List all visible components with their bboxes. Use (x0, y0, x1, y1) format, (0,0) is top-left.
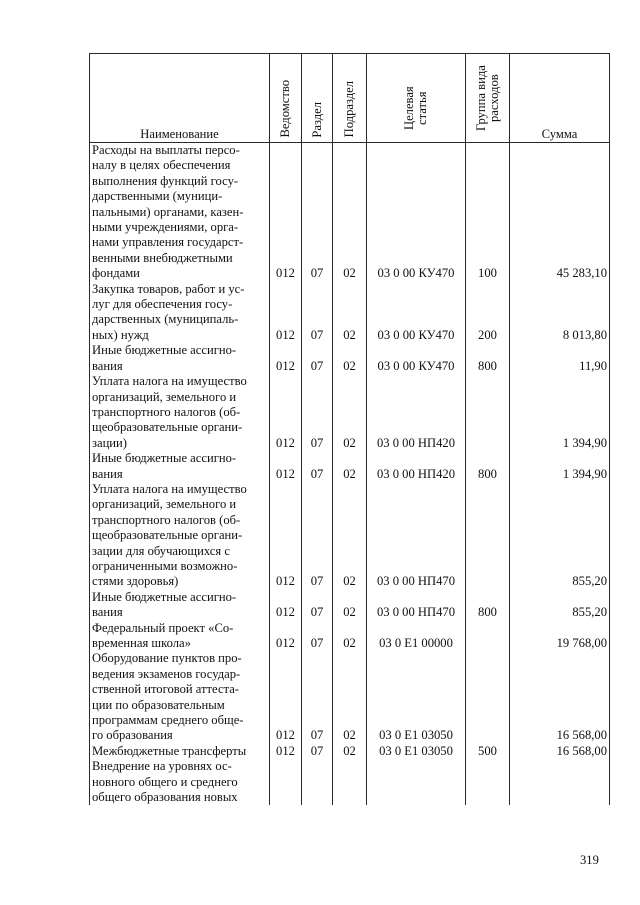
cell-tselevaya-statya: 03 0 00 НП470 (367, 482, 466, 590)
name-line: общего образования новых (92, 790, 238, 805)
name-line: ограниченными возможно- (92, 558, 238, 573)
cell-vedomstvo: 012 (270, 282, 302, 344)
name-line: программам среднего обще- (92, 713, 244, 728)
cell-name (90, 744, 270, 759)
cell-razdel: 07 (302, 651, 333, 743)
cell-podrazdel: 02 (333, 451, 367, 482)
cell-name (90, 282, 270, 344)
name-line: Уплата налога на имущество (92, 481, 247, 496)
name-line: транспортного налогов (об- (92, 404, 241, 419)
name-line: организаций, земельного и (92, 497, 237, 512)
cell-podrazdel: 02 (333, 482, 367, 590)
table-row (90, 759, 610, 805)
cell-podrazdel: 02 (333, 374, 367, 451)
header-summa: Сумма (510, 54, 610, 143)
cell-tselevaya-statya: 03 0 00 НП470 (367, 590, 466, 621)
budget-table-sheet (89, 53, 610, 805)
name-line: вания (92, 466, 123, 481)
name-line: новного общего и среднего (92, 774, 238, 789)
name-line: дарственных (муниципаль- (92, 312, 239, 327)
header-vedomstvo: Ведомство (270, 54, 302, 143)
cell-summa (510, 759, 610, 805)
name-line: Иные бюджетные ассигно- (92, 451, 237, 466)
table-row (90, 374, 610, 451)
cell-tselevaya-statya: 03 0 E1 03050 (367, 651, 466, 743)
cell-summa: 16 568,00 (510, 744, 610, 759)
name-line: Оборудование пунктов про- (92, 651, 242, 666)
cell-tselevaya-statya: 03 0 00 КУ470 (367, 343, 466, 374)
name-line: луг для обеспечения госу- (92, 297, 233, 312)
cell-podrazdel: 02 (333, 590, 367, 621)
cell-summa: 855,20 (510, 590, 610, 621)
header-tselevaya-statya: Целевая статья (367, 54, 466, 143)
cell-gruppa-vida-raskhodov: 100 (466, 143, 510, 282)
cell-name (90, 590, 270, 621)
header-razdel: Раздел (302, 54, 333, 143)
cell-summa: 11,90 (510, 343, 610, 374)
cell-gruppa-vida-raskhodov: 800 (466, 343, 510, 374)
table-header-row (90, 54, 610, 143)
cell-podrazdel: 02 (333, 744, 367, 759)
cell-razdel: 07 (302, 282, 333, 344)
name-line: временная школа» (92, 636, 191, 650)
header-podrazdel: Подраздел (333, 54, 367, 143)
cell-name (90, 759, 270, 805)
cell-tselevaya-statya: 03 0 00 НП420 (367, 374, 466, 451)
cell-razdel: 07 (302, 621, 333, 652)
cell-vedomstvo: 012 (270, 482, 302, 590)
name-line: ными учреждениями, орга- (92, 220, 239, 235)
cell-razdel: 07 (302, 744, 333, 759)
cell-tselevaya-statya: 03 0 00 НП420 (367, 451, 466, 482)
name-line: ведения экзаменов государ- (92, 666, 241, 681)
cell-podrazdel (333, 759, 367, 805)
name-line: ции по образовательным (92, 697, 225, 712)
table-row (90, 143, 610, 282)
cell-razdel: 07 (302, 343, 333, 374)
name-line: щеобразовательные органи- (92, 420, 243, 435)
name-line: организаций, земельного и (92, 389, 237, 404)
cell-tselevaya-statya: 03 0 00 КУ470 (367, 143, 466, 282)
cell-razdel: 07 (302, 451, 333, 482)
cell-name (90, 143, 270, 282)
cell-gruppa-vida-raskhodov (466, 621, 510, 652)
cell-gruppa-vida-raskhodov (466, 759, 510, 805)
cell-podrazdel: 02 (333, 343, 367, 374)
table-row (90, 744, 610, 759)
cell-podrazdel: 02 (333, 621, 367, 652)
cell-summa: 855,20 (510, 482, 610, 590)
cell-summa: 8 013,80 (510, 282, 610, 344)
cell-tselevaya-statya: 03 0 E1 03050 (367, 744, 466, 759)
cell-razdel: 07 (302, 482, 333, 590)
cell-podrazdel: 02 (333, 651, 367, 743)
name-line: Межбюджетные трансферты (92, 743, 247, 758)
cell-gruppa-vida-raskhodov: 800 (466, 451, 510, 482)
table-row (90, 482, 610, 590)
cell-vedomstvo: 012 (270, 621, 302, 652)
name-line: Иные бюджетные ассигно- (92, 343, 237, 358)
name-line: Федеральный проект «Со- (92, 620, 234, 635)
table-row (90, 343, 610, 374)
cell-name (90, 621, 270, 652)
cell-summa: 45 283,10 (510, 143, 610, 282)
cell-tselevaya-statya: 03 0 E1 00000 (367, 621, 466, 652)
cell-name (90, 651, 270, 743)
cell-razdel (302, 759, 333, 805)
name-line: пальными) органами, казен- (92, 204, 244, 219)
name-line: ных) нужд (92, 327, 149, 342)
cell-name (90, 343, 270, 374)
name-line: вания (92, 605, 123, 620)
table-row (90, 651, 610, 743)
header-name: Наименование (90, 54, 270, 143)
cell-tselevaya-statya (367, 759, 466, 805)
name-line: налу в целях обеспечения (92, 158, 231, 173)
name-line: зации) (92, 435, 127, 450)
cell-summa: 1 394,90 (510, 374, 610, 451)
name-line: Закупка товаров, работ и ус- (92, 281, 245, 296)
cell-name (90, 482, 270, 590)
cell-vedomstvo: 012 (270, 651, 302, 743)
cell-gruppa-vida-raskhodov: 200 (466, 282, 510, 344)
cell-podrazdel: 02 (333, 282, 367, 344)
name-line: Расходы на выплаты персо- (92, 143, 240, 157)
cell-vedomstvo: 012 (270, 451, 302, 482)
table-row (90, 621, 610, 652)
name-line: вания (92, 358, 123, 373)
cell-summa: 16 568,00 (510, 651, 610, 743)
cell-vedomstvo (270, 759, 302, 805)
cell-podrazdel: 02 (333, 143, 367, 282)
budget-table (89, 53, 610, 805)
cell-vedomstvo: 012 (270, 374, 302, 451)
cell-vedomstvo: 012 (270, 343, 302, 374)
name-line: го образования (92, 728, 173, 743)
cell-gruppa-vida-raskhodov (466, 482, 510, 590)
cell-summa: 1 394,90 (510, 451, 610, 482)
name-line: зации для обучающихся с (92, 543, 230, 558)
page-number: 319 (580, 853, 599, 867)
cell-gruppa-vida-raskhodov: 500 (466, 744, 510, 759)
cell-gruppa-vida-raskhodov (466, 374, 510, 451)
name-line: транспортного налогов (об- (92, 512, 241, 527)
header-gruppa-vida-raskhodov: Группа вида расходов (466, 54, 510, 143)
cell-razdel: 07 (302, 590, 333, 621)
cell-vedomstvo: 012 (270, 590, 302, 621)
table-row (90, 451, 610, 482)
cell-gruppa-vida-raskhodov: 800 (466, 590, 510, 621)
name-line: Внедрение на уровнях ос- (92, 759, 232, 774)
name-line: Иные бюджетные ассигно- (92, 589, 237, 604)
name-line: фондами (92, 266, 140, 281)
name-line: выполнения функций госу- (92, 173, 239, 188)
table-row (90, 590, 610, 621)
name-line: щеобразовательные органи- (92, 528, 243, 543)
cell-summa: 19 768,00 (510, 621, 610, 652)
name-line: стями здоровья) (92, 574, 179, 589)
name-line: ственной итоговой аттеста- (92, 682, 239, 697)
name-line: венными внебюджетными (92, 250, 233, 265)
name-line: Уплата налога на имущество (92, 374, 247, 389)
cell-name (90, 451, 270, 482)
cell-tselevaya-statya: 03 0 00 КУ470 (367, 282, 466, 344)
cell-vedomstvo: 012 (270, 143, 302, 282)
table-row (90, 282, 610, 344)
cell-razdel: 07 (302, 374, 333, 451)
name-line: дарственными (муници- (92, 189, 223, 204)
cell-name (90, 374, 270, 451)
cell-razdel: 07 (302, 143, 333, 282)
cell-gruppa-vida-raskhodov (466, 651, 510, 743)
name-line: нами управления государст- (92, 235, 244, 250)
cell-vedomstvo: 012 (270, 744, 302, 759)
